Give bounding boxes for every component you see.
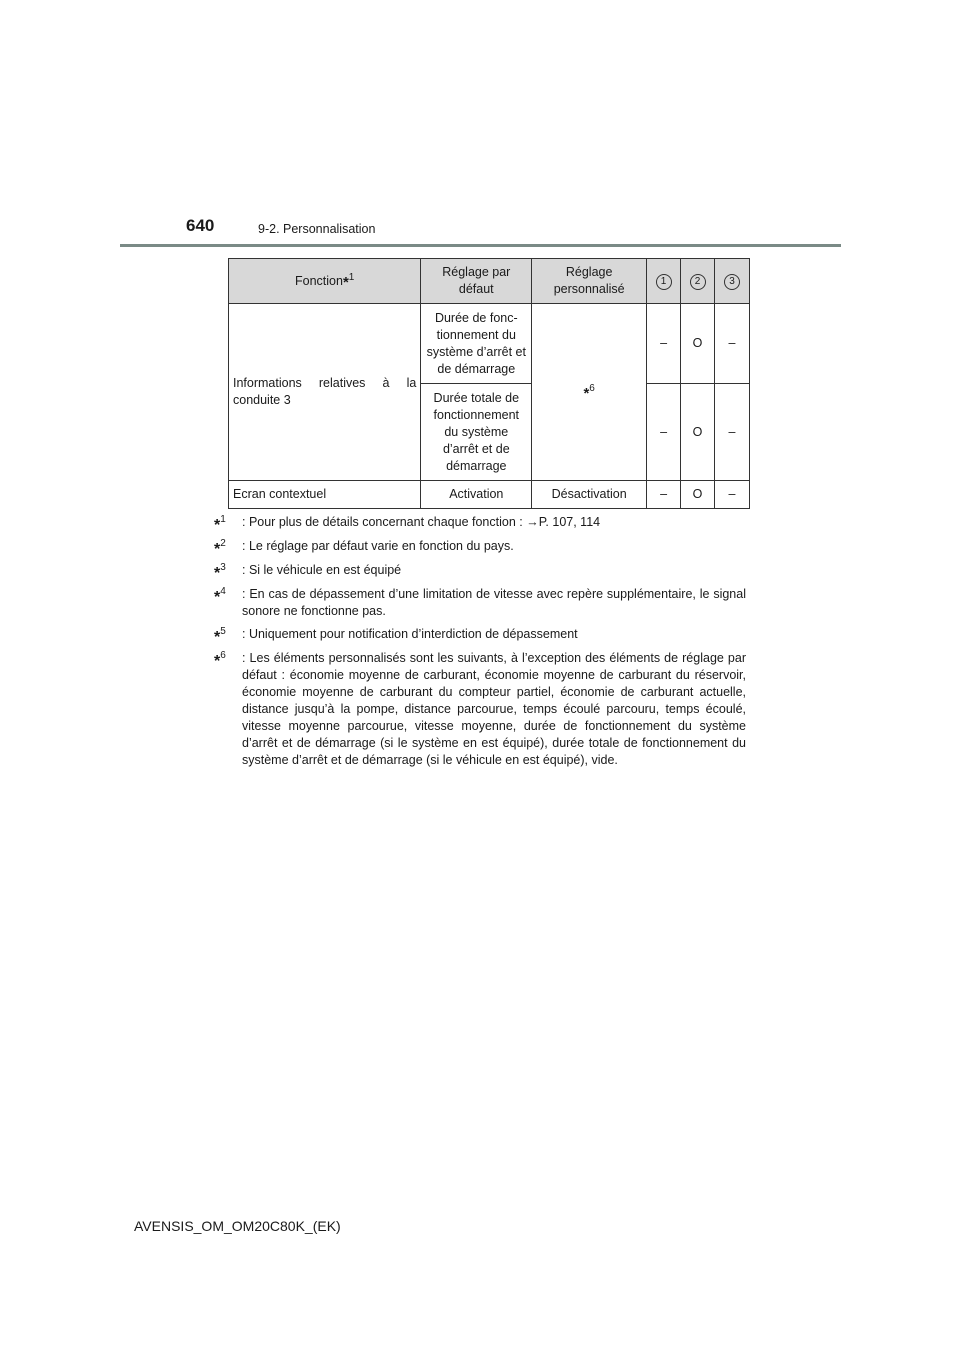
page-number: 640 bbox=[186, 216, 215, 235]
section-title: 9-2. Personnalisation bbox=[258, 222, 376, 236]
col3-cell: – bbox=[715, 481, 750, 509]
col3-cell: – bbox=[715, 304, 750, 384]
header-col2 bbox=[681, 259, 715, 304]
custom-cell: *$^6$ bbox=[532, 304, 647, 481]
footnote: *$^3$ : Si le véhicule en est équipé bbox=[214, 561, 402, 582]
col2-cell: O bbox=[681, 481, 715, 509]
col3-cell: – bbox=[715, 384, 750, 481]
footnote: *$^1$ : Pour plus de détails concernant chaque fonction : →P. 107, 114 bbox=[214, 513, 601, 534]
header-fonction: Fonction*$^1$ bbox=[229, 259, 421, 304]
header-col3 bbox=[715, 259, 750, 304]
function-cell: Ecran contextuel bbox=[229, 481, 421, 509]
header-rule bbox=[120, 244, 841, 247]
footnotes bbox=[214, 514, 746, 775]
col2-cell: O bbox=[681, 384, 715, 481]
table-row bbox=[229, 304, 750, 384]
settings-table bbox=[228, 258, 750, 509]
col1-cell: – bbox=[647, 384, 681, 481]
footnote: *$^5$ : Uniquement pour notification d’interdiction de dépassement bbox=[214, 625, 578, 646]
default-cell: Durée totale de fonctionnement du système d’arrêt et de démarrage bbox=[421, 384, 532, 481]
custom-cell: Désactivation bbox=[532, 481, 647, 509]
table-header-row bbox=[229, 259, 750, 304]
function-cell: Informations relatives à la conduite 3 bbox=[229, 304, 421, 481]
footnote: *$^4$ : En cas de dépassement d’une limitation de vitesse avec repère supplémentaire, le signal sonore ne fonctionne pas. bbox=[214, 585, 746, 618]
circled-3-icon: 3 bbox=[724, 274, 740, 290]
header-default: Réglage par défaut bbox=[421, 259, 532, 304]
footnote: *$^2$ : Le réglage par défaut varie en fonction du pays. bbox=[214, 537, 514, 558]
table-row bbox=[229, 481, 750, 509]
header-col1 bbox=[647, 259, 681, 304]
header-custom: Réglage personnalisé bbox=[532, 259, 647, 304]
col2-cell: O bbox=[681, 304, 715, 384]
col1-cell: – bbox=[647, 481, 681, 509]
footnote: *$^6$ : Les éléments personnalisés sont les suivants, à l’exception des éléments de réglage par défaut : économie moyenne de carburant, économie moyenne de carburant du réservoir, économie moyenne de carburant du compteur partiel, économie de carburant actuelle, distance jusqu’à la pompe, distance parcourue, temps écoulé parcouru, temps écoulé, vitesse moyenne parcourue, vitesse moyenne, durée de fonctionnement du système d’arrêt et de démarrage (si le système en est équipé), durée totale de fonctionnement du système d’arrêt et de démarrage (si le véhicule en est équipé), vide. bbox=[214, 649, 746, 767]
col1-cell: – bbox=[647, 304, 681, 384]
circled-2-icon: 2 bbox=[690, 274, 706, 290]
default-cell: Activation bbox=[421, 481, 532, 509]
footer-code: AVENSIS_OM_OM20C80K_(EK) bbox=[134, 1218, 341, 1234]
circled-1-icon: 1 bbox=[656, 274, 672, 290]
default-cell: Durée de fonc-tionnement du système d’arrêt et de démarrage bbox=[421, 304, 532, 384]
